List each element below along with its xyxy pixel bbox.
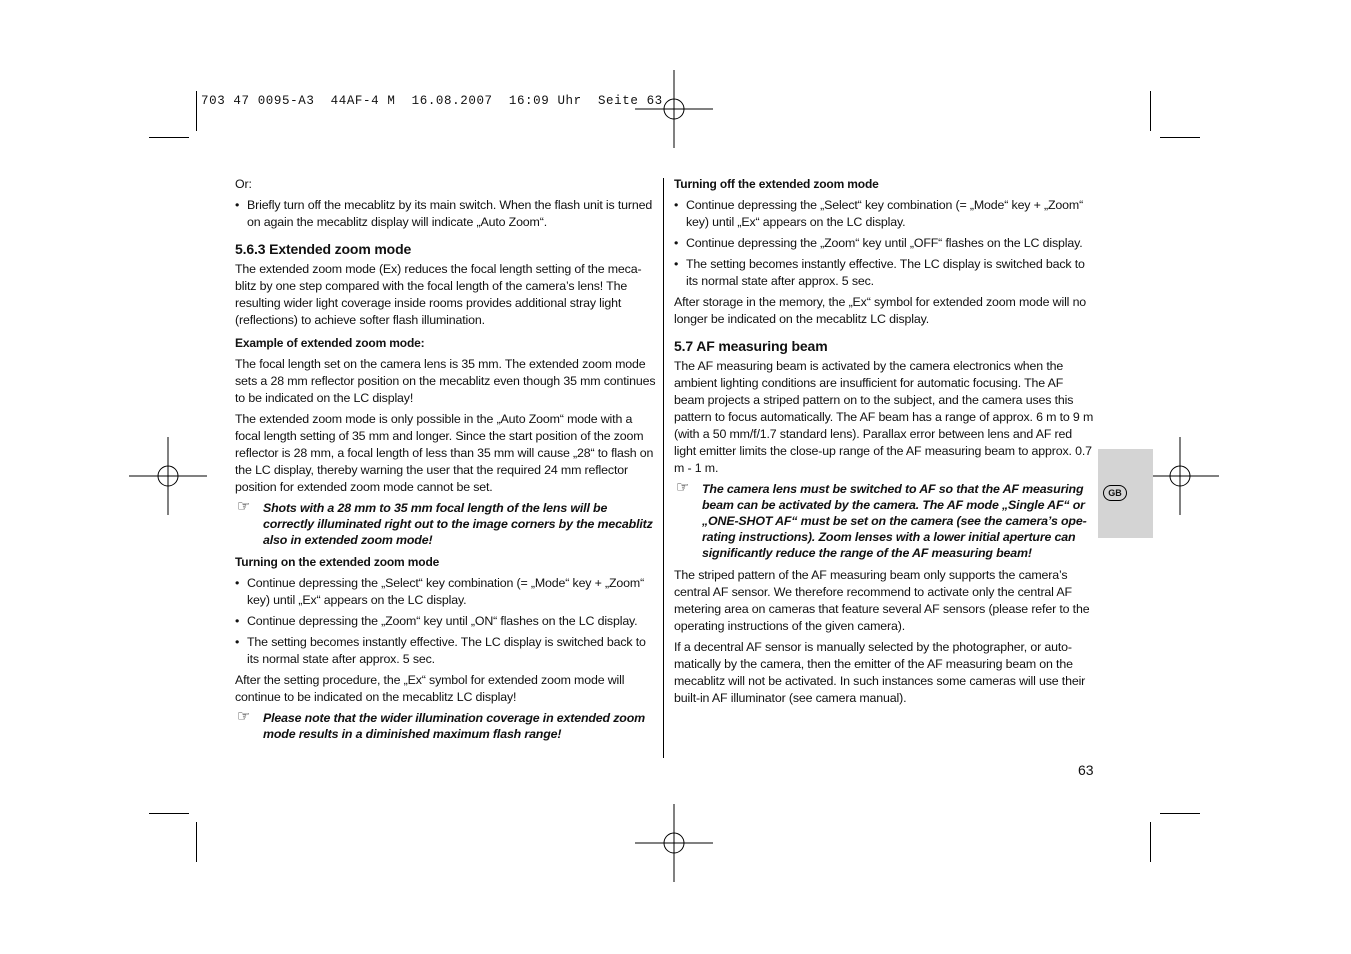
note: ☞ Please note that the wider illumination coverage in extended zoom mode results in a diminished maximum flash range! bbox=[237, 708, 646, 741]
crosshair-icon bbox=[635, 804, 713, 882]
left-column bbox=[235, 176, 658, 748]
paragraph: The extended zoom mode is only possible in the „Auto Zoom“ mode with a focal length setting of 35 mm and longer. Since the start position of the zoom reflector is 28 mm, a focal length of less than 35 mm will cause „28“ to flash on the LC display, thereby warning the user that the required 24 mm reflector position for extended zoom mode cannot be set. bbox=[235, 412, 654, 494]
paragraph: If a decentral AF sensor is manually selected by the photographer, or automatically by the camera, then the emitter of the AF measuring beam on the mecablitz will not be activated. In such instances some cameras will use their built-in AF illuminator (see camera manual). bbox=[674, 640, 1086, 705]
list-item: • Briefly turn off the mecablitz by its main switch. When the flash unit is turned on again the mecablitz display will indicate „Auto Zoom“. bbox=[235, 198, 653, 229]
note: ☞ The camera lens must be switched to AF so that the AF measuring beam can be activated by the camera. The AF mode „Single AF“ or „ONE-SHOT AF“ must be set on the camera (see the camera’s operating instructions). Zoom lenses with a lower initial aperture can significantly reduce the range of the AF measuring beam! bbox=[676, 479, 1087, 560]
crosshair-icon bbox=[635, 70, 713, 148]
or-text: Or: bbox=[235, 177, 252, 191]
section-heading: 5.6.3 Extended zoom mode bbox=[235, 241, 412, 257]
crop-mark bbox=[1150, 822, 1151, 862]
list-item: • Continue depressing the „Zoom“ key until „OFF“ flashes on the LC display. bbox=[674, 236, 1083, 250]
crop-mark bbox=[196, 822, 197, 862]
crop-mark bbox=[149, 813, 189, 814]
print-slug: 703 47 0095-A3 44AF-4 M 16.08.2007 16:09 Uhr Seite 63 bbox=[201, 94, 663, 108]
subheading: Turning off the extended zoom mode bbox=[674, 177, 879, 191]
column-divider bbox=[663, 178, 664, 758]
crosshair-icon bbox=[129, 437, 207, 515]
list-item: • Continue depressing the „Select“ key combination (= „Mode“ key + „Zoom“ key) until „Ex“ appears on the LC display. bbox=[674, 198, 1084, 229]
pointing-hand-icon: ☞ bbox=[237, 708, 251, 725]
paragraph: After the setting procedure, the „Ex“ symbol for extended zoom mode will continue to be indicated on the mecablitz LC display! bbox=[235, 673, 625, 704]
crop-mark bbox=[149, 137, 189, 138]
crop-mark bbox=[1160, 813, 1200, 814]
paragraph: The focal length set on the camera lens is 35 mm. The extended zoom mode sets a 28 mm reflector position on the mecablitz even though 35 mm continues to be indicated on the LC display! bbox=[235, 357, 656, 405]
pointing-hand-icon: ☞ bbox=[237, 498, 251, 515]
note: ☞ Shots with a 28 mm to 35 mm focal length of the lens will be correctly illuminated right out to the image corners by the mecablitz also in extended zoom mode! bbox=[237, 498, 653, 547]
paragraph: After storage in the memory, the „Ex“ symbol for extended zoom mode will no longer be indicated on the mecablitz LC display. bbox=[674, 295, 1087, 326]
paragraph: The AF measuring beam is activated by the camera electronics when the ambient lighting conditions are insufficient for automatic focusing. The AF beam projects a striped pattern on to the subject, and the camera uses this pattern to focus automatically. The AF beam has a range of approx. 6 m to 9 m (with a 50 mm/f/1.7 standard lens). Parallax error between lens and AF red light emitter limits the close-up range of the AF measuring beam to approx. 0.7 m - 1 m. bbox=[674, 359, 1094, 475]
paragraph: The extended zoom mode (Ex) reduces the focal length setting of the mecablitz by one step compared with the focal length of the camera’s lens! The resulting wider light coverage inside rooms provides additional stray light (reflections) to achieve softer flash illumination. bbox=[235, 262, 642, 327]
list-item: • Continue depressing the „Zoom“ key until „ON“ flashes on the LC display. bbox=[235, 614, 638, 628]
page-number: 63 bbox=[1078, 762, 1094, 778]
list-item: • The setting becomes instantly effective. The LC display is switched back to its normal state after approx. 5 sec. bbox=[235, 635, 646, 666]
list-item: • The setting becomes instantly effective. The LC display is switched back to its normal state after approx. 5 sec. bbox=[674, 257, 1085, 288]
pointing-hand-icon: ☞ bbox=[676, 479, 690, 496]
section-heading: 5.7 AF measuring beam bbox=[674, 338, 828, 354]
crop-mark bbox=[1150, 91, 1151, 131]
crop-mark bbox=[196, 91, 197, 131]
paragraph: The striped pattern of the AF measuring beam only supports the camera’s central AF sensor. We therefore recommend to activate only the central AF metering area on cameras that feature several AF sensors (please refer to the operating instructions of the given camera). bbox=[674, 568, 1090, 633]
right-column bbox=[674, 176, 1096, 711]
subheading: Turning on the extended zoom mode bbox=[235, 555, 440, 569]
subheading: Example of extended zoom mode: bbox=[235, 336, 425, 350]
language-badge: GB bbox=[1103, 485, 1127, 501]
crop-mark bbox=[1160, 137, 1200, 138]
list-item: • Continue depressing the „Select“ key combination (= „Mode“ key + „Zoom“ key) until „Ex“ appears on the LC display. bbox=[235, 576, 645, 607]
